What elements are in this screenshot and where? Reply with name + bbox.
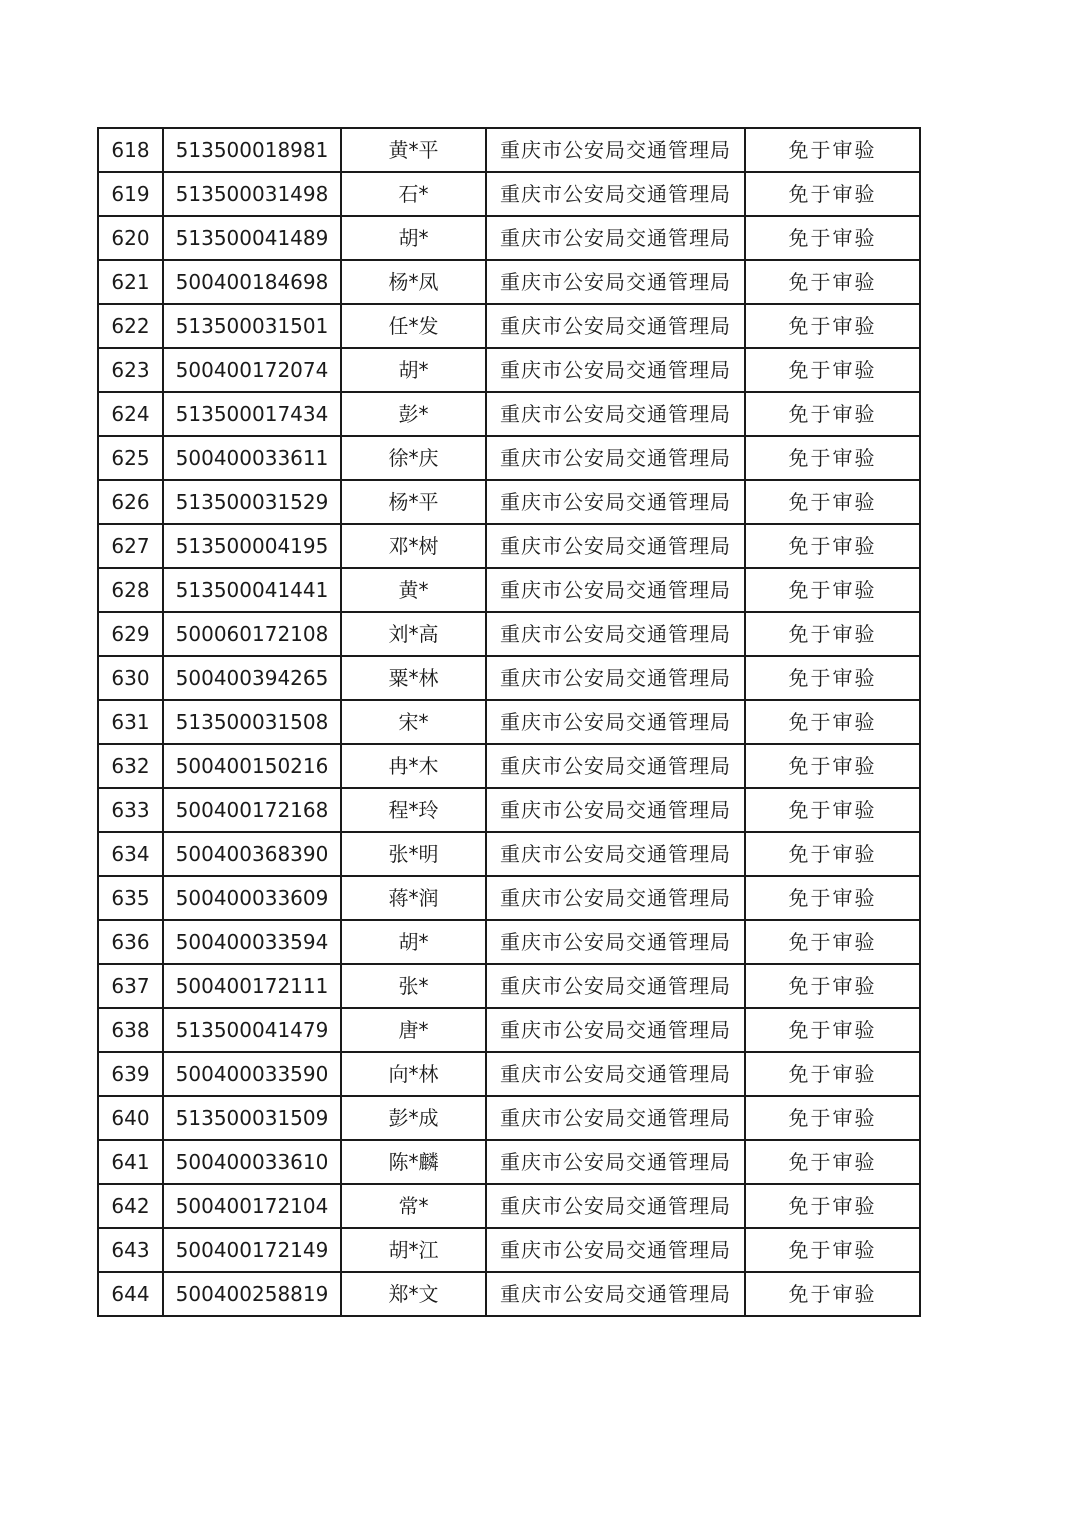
status-cell: 免于审验 [745, 568, 920, 612]
name-cell: 石* [341, 172, 486, 216]
id-cell: 500400033590 [163, 1052, 341, 1096]
table-row [98, 128, 920, 172]
id-cell: 500400172104 [163, 1184, 341, 1228]
seq-cell: 643 [98, 1228, 163, 1272]
status-cell: 免于审验 [745, 480, 920, 524]
status-cell: 免于审验 [745, 1096, 920, 1140]
name-cell: 冉*木 [341, 744, 486, 788]
table-row [98, 700, 920, 744]
seq-cell: 626 [98, 480, 163, 524]
seq-cell: 631 [98, 700, 163, 744]
org-cell: 重庆市公安局交通管理局 [486, 392, 745, 436]
table-row [98, 392, 920, 436]
id-cell: 513500031501 [163, 304, 341, 348]
name-cell: 程*玲 [341, 788, 486, 832]
id-cell: 500400150216 [163, 744, 341, 788]
table-row [98, 524, 920, 568]
status-cell: 免于审验 [745, 1228, 920, 1272]
table-row [98, 964, 920, 1008]
id-cell: 513500031529 [163, 480, 341, 524]
table-row [98, 876, 920, 920]
id-cell: 513500018981 [163, 128, 341, 172]
seq-cell: 621 [98, 260, 163, 304]
seq-cell: 634 [98, 832, 163, 876]
seq-cell: 639 [98, 1052, 163, 1096]
id-cell: 500400394265 [163, 656, 341, 700]
status-cell: 免于审验 [745, 1008, 920, 1052]
seq-cell: 627 [98, 524, 163, 568]
name-cell: 粟*林 [341, 656, 486, 700]
seq-cell: 642 [98, 1184, 163, 1228]
name-cell: 黄* [341, 568, 486, 612]
table-row [98, 612, 920, 656]
status-cell: 免于审验 [745, 700, 920, 744]
org-cell: 重庆市公安局交通管理局 [486, 568, 745, 612]
org-cell: 重庆市公安局交通管理局 [486, 964, 745, 1008]
seq-cell: 623 [98, 348, 163, 392]
name-cell: 彭* [341, 392, 486, 436]
status-cell: 免于审验 [745, 964, 920, 1008]
id-cell: 500400172168 [163, 788, 341, 832]
seq-cell: 641 [98, 1140, 163, 1184]
seq-cell: 633 [98, 788, 163, 832]
org-cell: 重庆市公安局交通管理局 [486, 1008, 745, 1052]
org-cell: 重庆市公安局交通管理局 [486, 1272, 745, 1316]
status-cell: 免于审验 [745, 1052, 920, 1096]
status-cell: 免于审验 [745, 612, 920, 656]
seq-cell: 618 [98, 128, 163, 172]
id-cell: 500060172108 [163, 612, 341, 656]
seq-cell: 622 [98, 304, 163, 348]
org-cell: 重庆市公安局交通管理局 [486, 348, 745, 392]
org-cell: 重庆市公安局交通管理局 [486, 524, 745, 568]
name-cell: 胡* [341, 216, 486, 260]
name-cell: 杨*凤 [341, 260, 486, 304]
name-cell: 常* [341, 1184, 486, 1228]
org-cell: 重庆市公安局交通管理局 [486, 1140, 745, 1184]
status-cell: 免于审验 [745, 1184, 920, 1228]
status-cell: 免于审验 [745, 436, 920, 480]
name-cell: 胡* [341, 920, 486, 964]
id-cell: 513500017434 [163, 392, 341, 436]
name-cell: 胡*江 [341, 1228, 486, 1272]
id-cell: 500400033594 [163, 920, 341, 964]
table-row [98, 436, 920, 480]
org-cell: 重庆市公安局交通管理局 [486, 1184, 745, 1228]
org-cell: 重庆市公安局交通管理局 [486, 920, 745, 964]
org-cell: 重庆市公安局交通管理局 [486, 612, 745, 656]
status-cell: 免于审验 [745, 348, 920, 392]
org-cell: 重庆市公安局交通管理局 [486, 788, 745, 832]
id-cell: 513500041441 [163, 568, 341, 612]
org-cell: 重庆市公安局交通管理局 [486, 172, 745, 216]
seq-cell: 624 [98, 392, 163, 436]
id-cell: 500400258819 [163, 1272, 341, 1316]
table-row [98, 480, 920, 524]
name-cell: 郑*文 [341, 1272, 486, 1316]
table-row [98, 172, 920, 216]
seq-cell: 632 [98, 744, 163, 788]
name-cell: 杨*平 [341, 480, 486, 524]
table-row [98, 568, 920, 612]
name-cell: 向*林 [341, 1052, 486, 1096]
org-cell: 重庆市公安局交通管理局 [486, 1096, 745, 1140]
status-cell: 免于审验 [745, 788, 920, 832]
seq-cell: 635 [98, 876, 163, 920]
status-cell: 免于审验 [745, 832, 920, 876]
name-cell: 黄*平 [341, 128, 486, 172]
status-cell: 免于审验 [745, 216, 920, 260]
status-cell: 免于审验 [745, 304, 920, 348]
id-cell: 500400033611 [163, 436, 341, 480]
org-cell: 重庆市公安局交通管理局 [486, 876, 745, 920]
seq-cell: 638 [98, 1008, 163, 1052]
table-row [98, 260, 920, 304]
status-cell: 免于审验 [745, 128, 920, 172]
table-row [98, 348, 920, 392]
id-cell: 513500031508 [163, 700, 341, 744]
table-row [98, 1228, 920, 1272]
status-cell: 免于审验 [745, 524, 920, 568]
status-cell: 免于审验 [745, 392, 920, 436]
name-cell: 张* [341, 964, 486, 1008]
name-cell: 徐*庆 [341, 436, 486, 480]
status-cell: 免于审验 [745, 656, 920, 700]
name-cell: 任*发 [341, 304, 486, 348]
table-row [98, 788, 920, 832]
status-cell: 免于审验 [745, 876, 920, 920]
id-cell: 500400172074 [163, 348, 341, 392]
table-row [98, 656, 920, 700]
seq-cell: 637 [98, 964, 163, 1008]
id-cell: 500400033609 [163, 876, 341, 920]
name-cell: 蒋*润 [341, 876, 486, 920]
name-cell: 刘*高 [341, 612, 486, 656]
name-cell: 胡* [341, 348, 486, 392]
table-row [98, 1272, 920, 1316]
id-cell: 513500041479 [163, 1008, 341, 1052]
seq-cell: 636 [98, 920, 163, 964]
seq-cell: 625 [98, 436, 163, 480]
name-cell: 宋* [341, 700, 486, 744]
name-cell: 张*明 [341, 832, 486, 876]
status-cell: 免于审验 [745, 172, 920, 216]
id-cell: 500400172111 [163, 964, 341, 1008]
records-table [97, 127, 921, 1317]
id-cell: 500400033610 [163, 1140, 341, 1184]
status-cell: 免于审验 [745, 920, 920, 964]
org-cell: 重庆市公安局交通管理局 [486, 700, 745, 744]
name-cell: 陈*麟 [341, 1140, 486, 1184]
table-row [98, 1184, 920, 1228]
status-cell: 免于审验 [745, 1140, 920, 1184]
id-cell: 513500031509 [163, 1096, 341, 1140]
id-cell: 500400368390 [163, 832, 341, 876]
seq-cell: 620 [98, 216, 163, 260]
seq-cell: 619 [98, 172, 163, 216]
seq-cell: 640 [98, 1096, 163, 1140]
seq-cell: 628 [98, 568, 163, 612]
table-row [98, 744, 920, 788]
table-row [98, 832, 920, 876]
org-cell: 重庆市公安局交通管理局 [486, 1228, 745, 1272]
org-cell: 重庆市公安局交通管理局 [486, 216, 745, 260]
records-table-body [98, 128, 920, 1316]
org-cell: 重庆市公安局交通管理局 [486, 744, 745, 788]
status-cell: 免于审验 [745, 744, 920, 788]
seq-cell: 629 [98, 612, 163, 656]
org-cell: 重庆市公安局交通管理局 [486, 128, 745, 172]
org-cell: 重庆市公安局交通管理局 [486, 656, 745, 700]
name-cell: 唐* [341, 1008, 486, 1052]
name-cell: 彭*成 [341, 1096, 486, 1140]
id-cell: 513500031498 [163, 172, 341, 216]
org-cell: 重庆市公安局交通管理局 [486, 480, 745, 524]
table-row [98, 1096, 920, 1140]
status-cell: 免于审验 [745, 1272, 920, 1316]
id-cell: 500400184698 [163, 260, 341, 304]
org-cell: 重庆市公安局交通管理局 [486, 436, 745, 480]
org-cell: 重庆市公安局交通管理局 [486, 832, 745, 876]
table-row [98, 216, 920, 260]
table-row [98, 1140, 920, 1184]
org-cell: 重庆市公安局交通管理局 [486, 1052, 745, 1096]
id-cell: 500400172149 [163, 1228, 341, 1272]
status-cell: 免于审验 [745, 260, 920, 304]
id-cell: 513500004195 [163, 524, 341, 568]
table-row [98, 304, 920, 348]
id-cell: 513500041489 [163, 216, 341, 260]
org-cell: 重庆市公安局交通管理局 [486, 260, 745, 304]
seq-cell: 630 [98, 656, 163, 700]
table-row [98, 920, 920, 964]
name-cell: 邓*树 [341, 524, 486, 568]
seq-cell: 644 [98, 1272, 163, 1316]
table-row [98, 1008, 920, 1052]
table-row [98, 1052, 920, 1096]
org-cell: 重庆市公安局交通管理局 [486, 304, 745, 348]
